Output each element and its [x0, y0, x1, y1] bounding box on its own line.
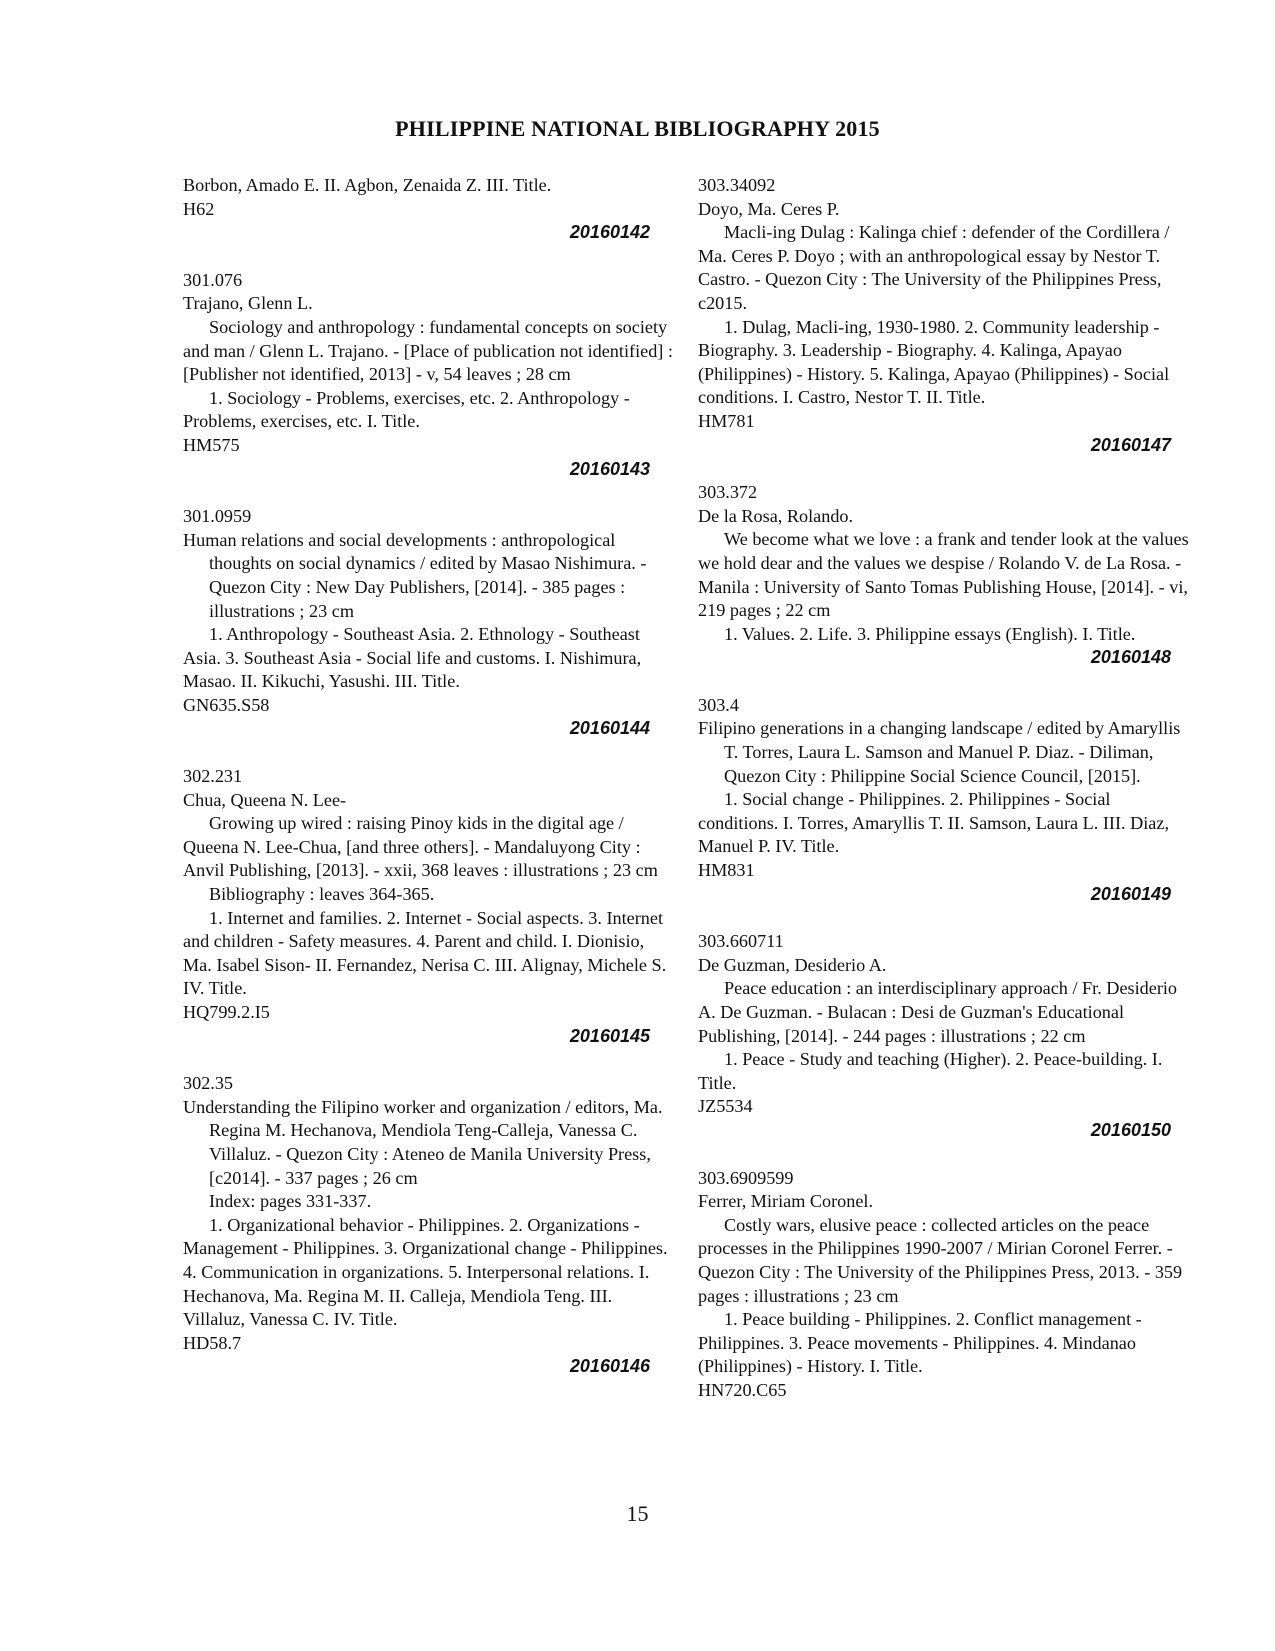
entry-subjects: 1. Anthropology - Southeast Asia. 2. Ethnology - Southeast Asia. 3. Southeast Asia - Social life and customs. I. Nishimura, Masao. II. Kikuchi, Yasushi. III. Title. [183, 624, 642, 692]
entry-subjects: 1. Sociology - Problems, exercises, etc. 2. Anthropology - Problems, exercises, etc. I. Title. [183, 387, 630, 432]
entry-call-number: JZ5534 [698, 1096, 753, 1117]
entry-author: Doyo, Ma. Ceres P. [698, 198, 840, 219]
entry-303-660711 [698, 930, 1194, 1142]
entry-subjects: 1. Social change - Philippines. 2. Philippines - Social conditions. I. Torres, Amaryllis T. II. Samson, Laura L. III. Diaz, Manuel P. IV. Title. [698, 789, 1169, 857]
entry-title: Understanding the Filipino worker and organization / editors, Ma. Regina M. Hechanova, Mendiola Teng-Calleja, Vanessa C. Villaluz. - Quezon City : Ateneo de Manila University Press, [c2014]. - 337 pages ; 26 cm [183, 1096, 663, 1188]
entry-accession-number: 20160145 [569, 1025, 650, 1046]
entry-subjects: 1. Organizational behavior - Philippines. 2. Organizations - Management - Philippines. 3. Organizational change - Philippines. 4. Communication in organizations. 5. Interpersonal relations. I. Hechanova, Ma. Regina M. II. Calleja, Mendiola Teng. III. Villaluz, Vanessa C. IV. Title. [183, 1214, 668, 1330]
entry-class-number: 301.0959 [183, 506, 252, 527]
entry-call-number: HQ799.2.I5 [183, 1002, 270, 1022]
entry-author: De Guzman, Desiderio A. [698, 954, 887, 975]
entry-class-number: 302.231 [183, 766, 243, 787]
entry-title: Filipino generations in a changing landscape / edited by Amaryllis T. Torres, Laura L. Samson and Manuel P. Diaz. - Diliman, Quezon City : Philippine Social Science Council, [2015]. [698, 718, 1181, 786]
entry-303-34092 [698, 174, 1194, 457]
entry-note: Bibliography : leaves 364-365. [209, 884, 435, 905]
entry-tracing: Borbon, Amado E. II. Agbon, Zenaida Z. III. Title. [183, 175, 552, 195]
entry-class-number: 301.076 [183, 269, 243, 290]
entry-subjects: 1. Peace - Study and teaching (Higher). 2. Peace-building. I. Title. [698, 1049, 1163, 1093]
entry-class-number: 302.35 [183, 1073, 234, 1094]
page-title: PHILIPPINE NATIONAL BIBLIOGRAPHY 2015 [395, 116, 880, 141]
entry-subjects: 1. Peace building - Philippines. 2. Conflict management - Philippines. 3. Peace movements - Philippines. 4. Mindanao (Philippines) - History. I. Title. [698, 1309, 1142, 1377]
entry-title: Costly wars, elusive peace : collected articles on the peace processes in the Philippines 1990-2007 / Mirian Coronel Ferrer. - Quezon City : The University of the Philippines Press, 2013. - 359 pages : illustrations ; 23 cm [698, 1214, 1183, 1306]
entry-note: Index: pages 331-337. [209, 1191, 372, 1212]
entry-class-number: 303.4 [698, 694, 739, 715]
entry-class-number: 303.6909599 [698, 1167, 794, 1188]
entry-author: Chua, Queena N. Lee- [183, 789, 347, 810]
entry-302-231 [183, 765, 673, 1048]
entry-call-number: GN635.S58 [183, 694, 270, 715]
entry-class-number: 303.660711 [698, 931, 784, 952]
entry-title: We become what we love : a frank and tender look at the values we hold dear and the values we despise / Rolando V. de La Rosa. - Manila : University of Santo Tomas Publishing House, [2014]. - vi, 219 pages ; 22 cm [698, 529, 1189, 621]
entry-accession-number: 20160148 [1090, 647, 1171, 668]
entry-author: De la Rosa, Rolando. [698, 505, 854, 526]
entry-call-number: HN720.C65 [698, 1379, 787, 1400]
entry-call-number: HD58.7 [183, 1332, 242, 1353]
entry-subjects: 1. Dulag, Macli-ing, 1930-1980. 2. Community leadership - Biography. 3. Leadership - Biography. 4. Kalinga, Apayao (Philippines) - History. 5. Kalinga, Apayao (Philippines) - Social conditions. I. Castro, Nestor T. II. Title. [698, 316, 1170, 408]
entry-class-number: 303.34092 [698, 175, 776, 195]
left-column [183, 174, 673, 1379]
entry-author: Ferrer, Miriam Coronel. [698, 1191, 874, 1212]
entry-subjects: 1. Internet and families. 2. Internet - Social aspects. 3. Internet and children - Safety measures. 4. Parent and child. I. Dionisio, Ma. Isabel Sison- II. Fernandez, Nerisa C. III. Alignay, Michele S. IV. Title. [183, 907, 667, 999]
entry-author: Trajano, Glenn L. [183, 293, 313, 314]
entry-accession-number: 20160142 [569, 222, 650, 243]
entry-call-number: HM575 [183, 434, 240, 455]
entry-accession-number: 20160146 [569, 1356, 650, 1377]
right-column [698, 174, 1194, 1403]
entry-accession-number: 20160143 [569, 458, 650, 479]
entry-303-6909599 [698, 1167, 1194, 1403]
entry-title: Human relations and social developments : anthropological thoughts on social dynamics / edited by Masao Nishimura. - Quezon City : New Day Publishers, [2014]. - 385 pages : illustrations ; 23 cm [183, 529, 647, 621]
entry-accession-number: 20160149 [1090, 883, 1171, 904]
entry-303-4 [698, 694, 1194, 906]
entry-class-number: 303.372 [698, 482, 758, 503]
entry-302-35 [183, 1072, 673, 1379]
entry-301-076 [183, 269, 673, 481]
page-number: 15 [626, 1501, 649, 1526]
entry-subjects: 1. Values. 2. Life. 3. Philippine essays (English). I. Title. [724, 623, 1136, 644]
entry-call-number: HM781 [698, 410, 755, 431]
entry-call-number: H62 [183, 198, 215, 219]
entry-title: Peace education : an interdisciplinary approach / Fr. Desiderio A. De Guzman. - Bulacan : Desi de Guzman's Educational Publishing, [2014]. - 244 pages : illustrations ; 22 cm [698, 978, 1178, 1046]
entry-call-number: HM831 [698, 860, 755, 881]
entry-title: Sociology and anthropology : fundamental concepts on society and man / Glenn L. Trajano. - [Place of publication not identified] : [Publisher not identified, 2013] - v, 54 leaves ; 28 cm [183, 316, 673, 385]
entry-accession-number: 20160144 [569, 718, 650, 739]
entry-continuation [183, 174, 673, 245]
entry-title: Growing up wired : raising Pinoy kids in the digital age / Queena N. Lee-Chua, [and three others]. - Mandaluyong City : Anvil Publishing, [2013]. - xxii, 368 leaves : illustrations ; 23 cm [183, 813, 658, 881]
entry-accession-number: 20160150 [1090, 1119, 1171, 1140]
entry-title: Macli-ing Dulag : Kalinga chief : defender of the Cordillera / Ma. Ceres P. Doyo ; with an anthropological essay by Nestor T. Castro. - Quezon City : The University of the Philippines Press, c2015. [698, 222, 1170, 313]
entry-301-0959 [183, 505, 673, 741]
entry-303-372 [698, 481, 1194, 670]
entry-accession-number: 20160147 [1090, 434, 1171, 455]
